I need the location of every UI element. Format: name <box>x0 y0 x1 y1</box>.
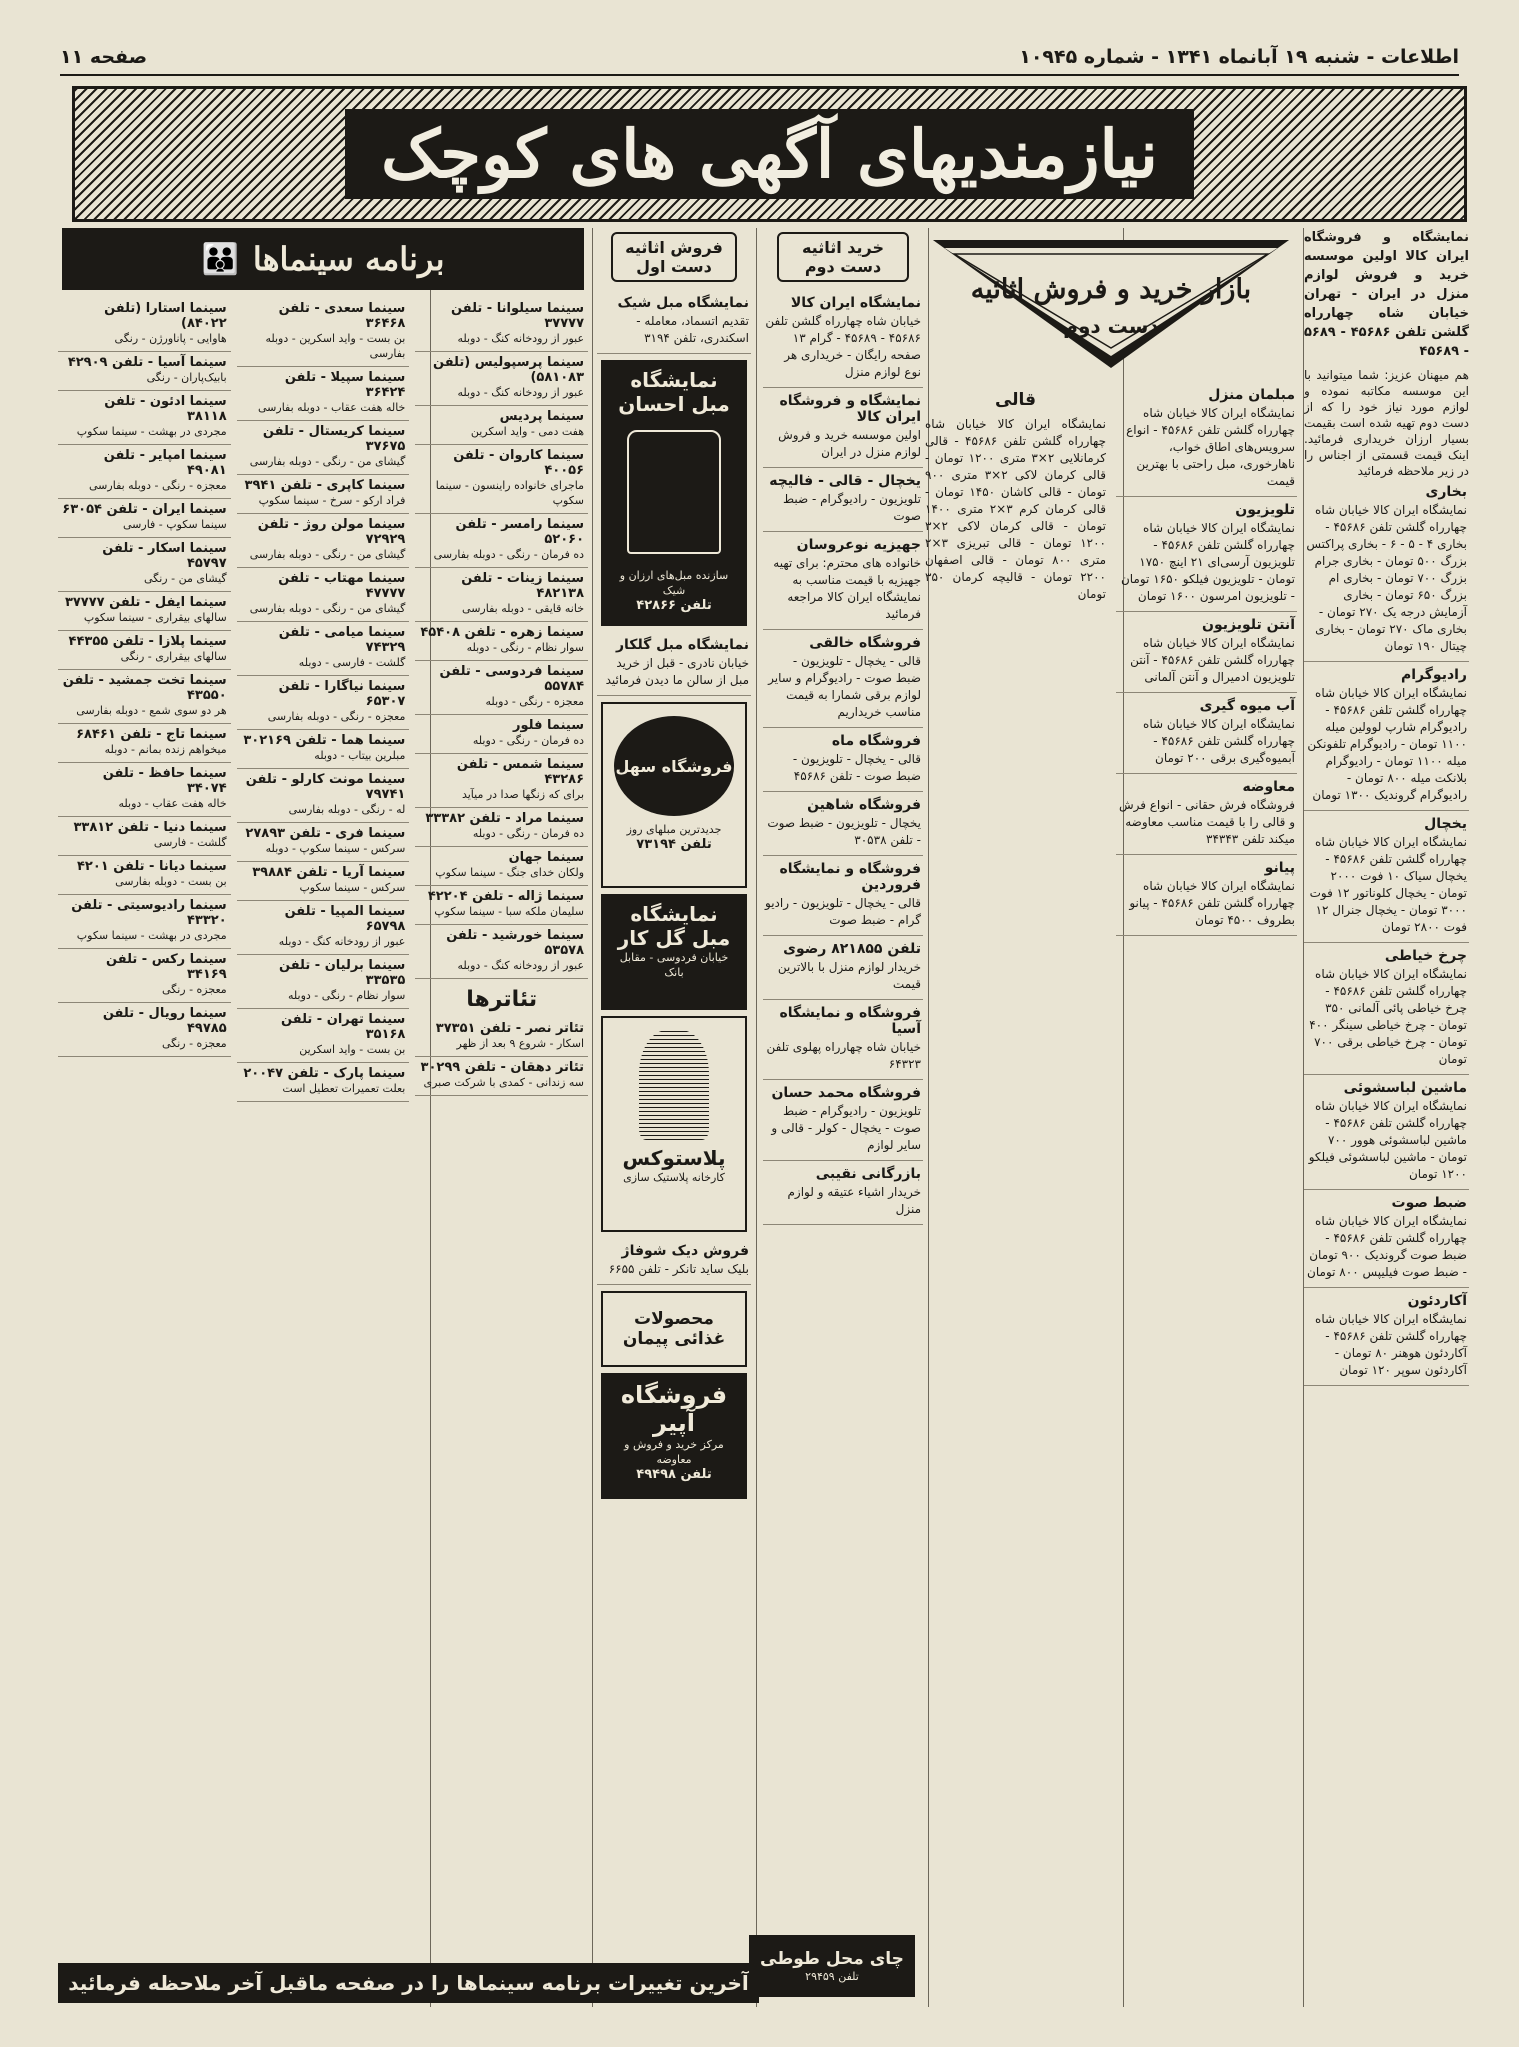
ad-title: فروشگاه آپیر <box>620 1381 728 1437</box>
cinema-listing <box>58 298 231 352</box>
classified-item-body: نمایشگاه ایران کالا خیابان شاه چهارراه گلشن تلفن ۴۵۶۸۶ - ضبط صوت گروندیک ۹۰۰ تومان - ضبط صوت فیلیپس ۸۰۰ تومان <box>1307 1214 1467 1279</box>
classified-item <box>1304 1190 1469 1288</box>
cinema-listing <box>415 298 588 352</box>
cinema-listing-title: سینما تهران - تلفن ۳۵۱۶۸ <box>281 1012 406 1042</box>
cinema-listing-title: سینما زهره - تلفن ۴۵۴۰۸ <box>420 625 585 640</box>
classified-item-body: نمایشگاه ایران کالا خیابان شاه چهارراه گلشن تلفن ۴۵۶۸۶ - ماشین لباسشوئی هوور ۷۰۰ تومان - ماشین لباسشوئی فیلکو ۱۲۰۰ تومان <box>1308 1099 1467 1181</box>
cinema-listing <box>237 1063 410 1102</box>
classified-item <box>763 388 923 468</box>
cinema-listing <box>58 817 231 856</box>
cinema-listing <box>58 592 231 631</box>
cinema-listing-title: سینما رادیوسیتی - تلفن ۴۳۳۲۰ <box>71 898 227 928</box>
cinema-listing <box>58 352 231 391</box>
cinema-listing-body: هر دو سوی شمع - دوبله بفارسی <box>76 704 227 717</box>
cinema-listing-body: عبور از رودخانه کنگ - دوبله <box>457 386 585 399</box>
classified-item-title: نمایشگاه و فروشگاه ایران کالا <box>779 393 921 425</box>
cinema-listing-title: سینما نیاگارا - تلفن ۶۵۳۰۷ <box>278 679 406 709</box>
classified-item <box>763 1161 923 1225</box>
classified-item-title: فروشگاه و نمایشگاه فروردین <box>779 861 921 893</box>
classifieds-banner <box>72 86 1467 222</box>
classified-item-title: رادیوگرام <box>1401 667 1467 683</box>
classified-item-title: جهیزیه نوعروسان <box>796 537 921 553</box>
theatre-listing-title: تئاتر دهقان - تلفن ۳۰۲۹۹ <box>420 1060 585 1075</box>
cinema-listing-body: بن بست - واید اسکرین <box>299 1043 406 1056</box>
cinema-listing-title: سینما فلور <box>513 718 585 733</box>
cinema-listing-title: سینما امپایر - تلفن ۴۹۰۸۱ <box>103 448 227 478</box>
cinema-listing-body: بعلت تعمیرات تعطیل است <box>282 1082 406 1095</box>
cinema-listing <box>415 808 588 847</box>
cinema-listing-title: سینما مراد - تلفن ۳۳۳۸۲ <box>425 811 585 826</box>
cinema-listing-title: سینما برلیان - تلفن ۳۳۵۳۵ <box>279 958 406 988</box>
sell-first-hand-tag: فروش اثاثیه دست اول <box>611 232 737 282</box>
cinema-listing <box>415 661 588 715</box>
classified-item-title: بخاری <box>1425 484 1467 500</box>
classified-item <box>763 936 923 1000</box>
ad-title: فروش دیک شوفاژ <box>621 1243 749 1259</box>
cinema-listing-body: سوار نظام - رنگی - دوبله <box>287 989 406 1002</box>
ad-body: خیابان فردوسی - مقابل بانک <box>619 951 729 979</box>
cinema-listing-body: خاله هفت عقاب - دوبله بفارسی <box>258 401 406 414</box>
family-silhouette-icon: 👪 <box>201 241 239 277</box>
cinema-listing <box>58 724 231 763</box>
classified-item-body: نمایشگاه ایران کالا خیابان شاه چهارراه گلشن تلفن ۴۵۶۸۶ - آکاردئون هوهنر ۸۰ تومان - آکاردئون سوپر ۱۲۰ تومان <box>1315 1312 1467 1377</box>
cinema-listing-title: سینما دنیا - تلفن ۳۳۸۱۲ <box>73 820 227 835</box>
cinema-listing <box>415 715 588 754</box>
cinema-listing-body: عبور از رودخانه کنگ - دوبله <box>457 332 585 345</box>
cinema-listing-body: گیشای من - رنگی - دوبله بفارسی <box>249 455 406 468</box>
classified-item <box>763 532 923 630</box>
cinema-listing-body: هفت دمی - واید اسکرین <box>470 425 585 438</box>
classified-item-title: معاوضه <box>1242 779 1295 795</box>
ad-peyman <box>601 1291 747 1367</box>
cinema-listing-title: سینما دیانا - تلفن ۴۲۰۱ <box>76 859 227 874</box>
armchair-image <box>627 430 721 554</box>
cinema-listing <box>58 445 231 499</box>
classified-item <box>1116 774 1297 855</box>
cinema-listing-title: سینما رویال - تلفن ۴۹۷۸۵ <box>102 1006 227 1036</box>
cinema-listing-title: سینما کاپری - تلفن ۳۹۴۱ <box>244 478 406 493</box>
classified-item-body: خریدار لوازم منزل با بالاترین قیمت <box>777 960 921 991</box>
cinema-listing-title: سینما تاج - تلفن ۶۸۴۶۱ <box>76 727 227 742</box>
theatres-heading: تئاترها <box>466 987 538 1012</box>
cinema-listing <box>58 391 231 445</box>
classified-item-title: چرخ خیاطی <box>1384 948 1467 964</box>
cinema-listing <box>415 406 588 445</box>
ad-body: تقدیم اتسماد، معامله - اسکندری، تلفن ۳۱۹۴ <box>636 314 749 345</box>
cinema-listing <box>58 949 231 1003</box>
ad-shofaj <box>597 1238 751 1285</box>
col1-intro: نمایشگاه و فروشگاه ایران کالا اولین موسسه خرید و فروش لوازم منزل در ایران - تهران خیابان شاه چهارراه گلشن تلفن ۴۵۶۸۶ - ۵۶۸۹ - ۴۵۶۸۹ <box>1304 230 1469 359</box>
classified-item-body: نمایشگاه ایران کالا خیابان شاه چهارراه گلشن تلفن ۴۵۶۸۶ - یخچال سیاک ۱۰ فوت ۲۰۰۰ تومان - یخچال کلوناتور ۱۲ فوت ۳۰۰۰ تومان - یخچال جنرال ۱۲ فوت ۲۸۰۰ تومان <box>1309 835 1467 934</box>
ad-phone: تلفن ۷۳۱۹۴ <box>636 837 712 852</box>
column-2 <box>925 228 1297 2007</box>
cinema-listing-title: سینما حافظ - تلفن ۳۴۰۷۴ <box>102 766 227 796</box>
cinema-listing-body: معجزه - رنگی - دوبله <box>485 695 585 708</box>
cinema-listing-title: سینما ایران - تلفن ۶۳۰۵۴ <box>62 502 227 517</box>
cinema-listing-title: سینما پرسپولیس (تلفن ۵۸۱۰۸۳) <box>433 355 585 385</box>
classified-item-body: نمایشگاه ایران کالا خیابان شاه چهارراه گلشن تلفن ۴۵۶۸۶ - رادیوگرام شارپ لوولین میله ۱۱۰۰ تومان - رادیوگرام تلفونکن میله ۱۱۰۰ تومان - رادیوگرام بلانکت میله ۸۰۰ تومان - رادیوگرام گروندیک ۱۳۰۰ تومان <box>1307 686 1467 802</box>
cinema-listing-title: سینما فری - تلفن ۲۷۸۹۳ <box>245 826 406 841</box>
classified-item-title: فروشگاه شاهین <box>807 797 921 813</box>
ad-phone: تلفن ۴۹۴۹۸ <box>636 1467 712 1482</box>
cinema-listing-body: سرکس - سینما سکوپ - دوبله <box>265 842 406 855</box>
ad-body: سازنده مبل‌های ارزان و شیک <box>619 569 729 597</box>
classified-item <box>1116 382 1297 497</box>
cinema-listing-body: ماجرای خانواده راینسون - سینما سکوپ <box>435 479 585 507</box>
classified-item-title: آکاردئون <box>1407 1293 1467 1309</box>
cinema-listing <box>415 352 588 406</box>
cinema-listing-title: سینما آریا - تلفن ۳۹۸۸۴ <box>252 865 406 880</box>
cinema-listing-body: معجزه - رنگی - دوبله بفارسی <box>89 479 227 492</box>
cinema-listing-body: گیشای من - رنگی <box>144 572 227 585</box>
classified-item-body: نمایشگاه ایران کالا خیابان شاه چهارراه گلشن تلفن ۴۵۶۸۶ - بخاری ۴ - ۵ - ۶ - بخاری پراکتس بزرگ ۵۰۰ تومان - بخاری جرام بزرگ ۷۰۰ تومان - بخاری ام بزرگ ۶۵۰ تومان - بخاری آزمایش درجه یک ۲۷۰ تومان - بخاری ماک ۲۷۰ تومان - بخاری چیتال ۱۹۰ تومان <box>1306 503 1467 653</box>
cinema-listing-title: سینما کریستال - تلفن ۳۷۶۷۵ <box>262 424 406 454</box>
classified-item-title: یخچال - قالی - فالیچه <box>769 473 921 489</box>
cinema-listing <box>415 514 588 568</box>
ad-title: چای محل طوطی <box>760 1948 904 1969</box>
cinema-listing <box>58 499 231 538</box>
cinema-listing-body: سینما سکوپ - فارسی <box>123 518 227 531</box>
cinema-listing <box>58 895 231 949</box>
classified-item-title: فروشگاه خالقی <box>809 635 921 651</box>
col1-intro2: هم میهنان عزیز: شما میتوانید با این موسسه مکاتبه نموده و لوازم مورد نیاز خود را که از دست دوم تهیه شده است بقیمت بسیار ارزان خریداری فرمائید. اینک قیمت قسمتی از اجناس را در زیر ملاحظه فرمائید <box>1304 368 1469 478</box>
classified-item <box>763 792 923 856</box>
classified-item-body: اولین موسسه خرید و فروش لوازم منزل در ایران <box>778 428 921 459</box>
cinema-listing-body: سلیمان ملکه سبا - سینما سکوپ <box>434 905 585 918</box>
cinema-listing-title: سینما المپیا - تلفن ۶۵۷۹۸ <box>284 904 406 934</box>
ad-title: پلاستوکس <box>622 1146 726 1170</box>
cinema-listing-body: ده فرمان - رنگی - دوبله بفارسی <box>433 548 585 561</box>
cinema-listing-title: سینما ژاله - تلفن ۴۲۲۰۴ <box>427 889 585 904</box>
cinema-listing-title: سینما استارا (تلفن ۸۴۰۲۲) <box>104 301 227 331</box>
theatre-listing-body: اسکار - شروع ۹ بعد از ظهر <box>456 1037 585 1050</box>
classified-item-body: نمایشگاه ایران کالا خیابان شاه چهارراه گلشن تلفن ۴۵۶۸۶ - آنتن تلویزیون ادمیرال و آنتن آلمانی <box>1130 636 1295 684</box>
classified-item <box>1304 662 1469 811</box>
cinema-listing-body: مبلرین بیتاب - دوبله <box>314 749 406 762</box>
cinema-listing <box>415 925 588 979</box>
ad-body: جدیدترین مبلهای روز <box>626 823 722 836</box>
ad-phone: تلفن ۲۹۴۵۹ <box>805 1969 859 1983</box>
cinema-listing <box>58 1003 231 1057</box>
cinema-listing-body: ده فرمان - رنگی - دوبله <box>472 827 585 840</box>
classified-item <box>763 630 923 728</box>
classified-item-body: یخچال - تلویزیون - ضبط صوت - تلفن ۳۰۵۳۸ <box>767 816 921 847</box>
classified-item-title: فروشگاه محمد حسان <box>771 1085 921 1101</box>
cinema-listing <box>415 445 588 514</box>
cinema-listing-title: سینما ایفل - تلفن ۳۷۷۷۷ <box>64 595 227 610</box>
cinema-listing <box>237 862 410 901</box>
classified-item-title: پیانو <box>1264 860 1295 876</box>
classified-item-body: قالی - یخچال - تلویزیون - رادیو گرام - ضبط صوت <box>765 896 921 927</box>
classified-item-body: نمایشگاه ایران کالا خیابان شاه چهارراه گلشن تلفن ۴۵۶۸۶ - چرخ خیاطی پائی آلمانی ۳۵۰ تومان - چرخ خیاطی سینگر ۴۰۰ تومان - چرخ خیاطی برقی ۷۰۰ تومان <box>1309 967 1467 1066</box>
cinema-listing-title: سینما شمس - تلفن ۴۳۲۸۶ <box>456 757 585 787</box>
cinema-listing-body: بن بست - دوبله بفارسی <box>115 875 227 888</box>
classified-item <box>1304 479 1469 662</box>
cinema-listing-title: سینما زینات - تلفن ۴۸۲۱۳۸ <box>461 571 585 601</box>
cinema-listing-body: سالهای بیقراری - رنگی <box>120 650 227 663</box>
classified-item-title: فروشگاه و نمایشگاه آسیا <box>779 1005 921 1037</box>
cinema-listing-title: سینما پارک - تلفن ۲۰۰۴۷ <box>243 1066 406 1081</box>
classified-item-body: خانواده های محترم: برای تهیه جهیزیه با قیمت مناسب به نمایشگاه ایران کالا مراجعه فرمائید <box>773 556 921 621</box>
classified-item-title: فروشگاه ماه <box>831 733 921 749</box>
cinema-listing <box>58 670 231 724</box>
column-3 <box>763 228 923 2007</box>
ad-mobl-ehsan <box>601 360 747 626</box>
theatre-listing <box>415 1018 588 1057</box>
classified-item-body: خیابان شاه چهارراه گلشن تلفن ۴۵۶۸۶ - ۴۵۶۸۹ - گرام ۱۳ صفحه رایگان - خریداری هر نوع لوازم منزل <box>765 314 921 379</box>
classified-item <box>1116 693 1297 774</box>
cinema-listing-body: عبور از رودخانه کنگ - دوبله <box>457 959 585 972</box>
cinema-listing-title: سینما هما - تلفن ۳۰۲۱۶۹ <box>243 733 406 748</box>
ad-chai-tooti <box>749 1935 915 1997</box>
cinema-listing-title: سینما میامی - تلفن ۷۴۳۲۹ <box>278 625 406 655</box>
theatre-listing-body: سه زندانی - کمدی با شرکت صبری <box>423 1076 585 1089</box>
classified-item-title: ماشین لباسشوئی <box>1343 1080 1467 1096</box>
classified-item <box>763 468 923 532</box>
cinema-listing-title: سینما جهان <box>508 850 585 865</box>
classified-item-title: آب میوه گیری <box>1199 698 1295 714</box>
ad-title: محصولات غذائی پیمان <box>622 1309 726 1349</box>
theatre-listing-title: تئاتر نصر - تلفن ۳۷۳۵۱ <box>435 1021 585 1036</box>
classified-item-body: خریدار اشیاء عتیقه و لوازم منزل <box>787 1185 921 1216</box>
cinema-listing-body: له - رنگی - دوبله بفارسی <box>288 803 406 816</box>
classified-item <box>1116 612 1297 693</box>
cinema-listing <box>415 754 588 808</box>
woman-portrait <box>639 1030 709 1140</box>
classified-item-title: مبلمان منزل <box>1208 387 1295 403</box>
classified-item <box>763 856 923 936</box>
sale-banner-line1: بازار خرید و فروش اثاثیه <box>970 274 1252 305</box>
ad-apir <box>601 1373 747 1499</box>
cinema-listing <box>415 568 588 622</box>
ad-body: کارخانه پلاستیک سازی <box>623 1171 725 1184</box>
cinema-listing-body: مجردی در بهشت - سینما سکوپ <box>76 929 227 942</box>
cinema-listing-title: سینما سیلوانا - تلفن ۳۷۷۷۷ <box>451 301 585 331</box>
cinema-listing-body: عبور از رودخانه کنگ - دوبله <box>278 935 406 948</box>
classified-item <box>1304 811 1469 943</box>
cinema-program-title <box>62 228 584 290</box>
cinema-title-text: برنامه سینماها <box>252 240 445 278</box>
cinema-listing <box>237 298 410 367</box>
cinema-listing-title: سینما ادئون - تلفن ۳۸۱۱۸ <box>104 394 227 424</box>
ad-plastox <box>601 1016 747 1232</box>
ad-title: نمایشگاه مبل شیک <box>617 295 749 311</box>
theatre-listing <box>415 1057 588 1096</box>
cinema-listing-title: سینما خورشید - تلفن ۵۳۵۷۸ <box>446 928 585 958</box>
cinema-listing <box>58 856 231 895</box>
cinema-listing <box>237 769 410 823</box>
ad-title: نمایشگاه مبل گل کار <box>617 902 731 950</box>
cinema-listing-title: سینما اسکار - تلفن ۴۵۷۹۷ <box>102 541 227 571</box>
ad-body: بلیک ساید تانکر - تلفن ۶۶۵۵ <box>608 1262 749 1276</box>
column-1 <box>1304 228 1469 2007</box>
cinema-listing-title: سینما رامسر - تلفن ۵۲۰۶۰ <box>455 517 585 547</box>
sale-banner-line2: دست دوم <box>1063 314 1159 338</box>
classified-item-body: قالی - یخچال - تلویزیون - ضبط صوت - رادیوگرام و سایر لوازم برقی شمارا به قیمت مناسب خریداریم <box>768 654 921 719</box>
ad-title: فروشگاه سهل <box>615 756 733 776</box>
classified-item-body: تلویزیون - رادیوگرام - ضبط صوت <box>782 492 921 523</box>
cinema-listing-body: معجزه - رنگی <box>161 983 227 996</box>
classified-item <box>763 728 923 792</box>
classified-item <box>763 290 923 388</box>
buy-second-hand-tag: خرید اثاثیه دست دوم <box>777 232 909 282</box>
classified-item-title: تلفن ۸۲۱۸۵۵ رضوی <box>783 941 921 957</box>
cinema-listing-body: هاوایی - پاناورژن - رنگی <box>114 332 227 345</box>
cinema-listing <box>237 514 410 568</box>
classified-item-body: نمایشگاه ایران کالا خیابان شاه چهارراه گلشن تلفن ۴۵۶۸۶ - انواع سرویس‌های اطاق خواب، ناهارخوری، مبل راحتی با بهترین قیمت <box>1126 406 1295 488</box>
cinema-listing-title: سینما فردوسی - تلفن ۵۵۷۸۴ <box>439 664 585 694</box>
column-4 <box>597 228 751 2007</box>
cinema-listing-body: معجزه - رنگی <box>161 1037 227 1050</box>
cinema-footer-banner: آخرین تغییرات برنامه سینماها را در صفحه ماقبل آخر ملاحظه فرمائید <box>58 1963 759 2003</box>
classified-item-body: تلویزیون - رادیوگرام - ضبط صوت - یخچال - کولر - قالی و سایر لوازم <box>771 1104 921 1152</box>
cinema-listing-title: سینما پلازا - تلفن ۴۴۳۵۵ <box>68 634 227 649</box>
cinema-listing-body: گلشت - فارسی <box>153 836 227 849</box>
ad-mobl-shik <box>597 290 751 354</box>
cinema-listing <box>237 955 410 1009</box>
banner-title: نیازمندیهای آگهی های کوچک <box>345 109 1194 199</box>
second-hand-furniture-banner <box>931 232 1291 372</box>
classified-item-title: آنتن تلویزیون <box>1202 617 1295 633</box>
cinema-listing-body: ولکان خدای جنگ - سینما سکوپ <box>435 866 585 879</box>
cinema-listing-title: سینما سپیلا - تلفن ۳۶۴۲۴ <box>284 370 406 400</box>
cinema-listing-title: سینما پردیس <box>499 409 585 424</box>
ad-phone: تلفن ۴۲۸۶۶ <box>636 598 712 613</box>
cinema-listing-title: سینما آسیا - تلفن ۴۲۹۰۹ <box>67 355 227 370</box>
cinema-listing-title: سینما تخت جمشید - تلفن ۴۳۵۵۰ <box>62 673 227 703</box>
ad-golkar <box>601 894 747 1010</box>
cinema-listing <box>58 538 231 592</box>
cinema-listing <box>415 886 588 925</box>
classified-item-title: نمایشگاه ایران کالا <box>790 295 921 311</box>
sahl-logo <box>614 716 734 816</box>
classified-item-title: تلویزیون <box>1235 502 1295 518</box>
classified-item-title: یخچال <box>1424 816 1467 832</box>
cinema-listing-body: سالهای بیقراری - سینما سکوپ <box>83 611 227 624</box>
cinema-listing-title: سینما کاروان - تلفن ۴۰۰۵۶ <box>453 448 585 478</box>
ad-body: مرکز خرید و فروش و معاوضه <box>624 1438 724 1466</box>
classified-item-body: نمایشگاه ایران کالا خیابان شاه چهارراه گلشن تلفن ۴۵۶۸۶ - پیانو بطروف ۴۵۰۰ تومان <box>1129 879 1295 927</box>
classified-item <box>1304 1075 1469 1190</box>
cinema-listing <box>415 847 588 886</box>
cinema-listing-body: بابیک‌پاران - رنگی <box>146 371 227 384</box>
cinema-listing-title: سینما مهتاب - تلفن ۴۷۷۷۷ <box>278 571 406 601</box>
ad-body: خیابان نادری - قبل از خرید مبل از سالن ما دیدن فرمائید <box>605 656 749 687</box>
cinema-listing-body: فراد ارکو - سرخ - سینما سکوپ <box>258 494 406 507</box>
cinema-listing-body: میخواهم زنده بمانم - دوبله <box>104 743 227 756</box>
cinema-listing <box>237 730 410 769</box>
classified-item-body: نمایشگاه ایران کالا خیابان شاه چهارراه گلشن تلفن ۴۵۶۸۶ - آبمیوه‌گیری برقی ۲۰۰ تومان <box>1143 717 1295 765</box>
classified-item-title: بازرگانی نقیبی <box>815 1166 921 1182</box>
cinema-listing <box>415 622 588 661</box>
cinema-listing <box>237 568 410 622</box>
cinema-listing <box>237 823 410 862</box>
cinema-listing <box>237 475 410 514</box>
cinema-listing <box>237 676 410 730</box>
cinema-listing-body: سرکس - سینما سکوپ <box>299 881 406 894</box>
cinema-listing-body: برای که زنگها صدا در میآید <box>461 788 585 801</box>
carpet-heading: قالی <box>994 390 1037 410</box>
cinema-listing-body: سوار نظام - رنگی - دوبله <box>466 641 585 654</box>
cinema-listing-body: گلشت - فارسی - دوبله <box>298 656 406 669</box>
cinema-listing-body: خاله هفت عقاب - دوبله <box>118 797 227 810</box>
classified-item-body: قالی - یخچال - تلویزیون - ضبط صوت - تلفن ۴۵۶۸۶ <box>792 752 921 783</box>
carpet-body: نمایشگاه ایران کالا خیابان شاه چهارراه گلشن تلفن ۴۵۶۸۶ - قالی کرمانلایی ۲×۳ متری ۱۲۰۰ تومان - قالی کرمان لاکی ۲×۳ متری ۹۰۰ تومان - قالی کاشان ۱۴۵۰ تومان - قالی کرمان کرم ۳×۲ متری ۱۴۰۰ تومان - قالی کرمان لاکی ۲×۳ ۱۲۰۰ تومان - قالی تبریزی ۳×۲ متری ۸۰۰ تومان - قالی اصفهان ۲۲۰۰ تومان - قالیچه کرمان ۳۵۰ تومان <box>925 417 1106 601</box>
cinema-listing <box>237 901 410 955</box>
cinema-listing-title: سینما مونت کارلو - تلفن ۷۹۷۴۱ <box>245 772 406 802</box>
classified-item <box>1116 855 1297 936</box>
classified-item <box>763 1000 923 1080</box>
cinema-listing-body: معجزه - رنگی - دوبله بفارسی <box>267 710 406 723</box>
masthead <box>60 40 1459 76</box>
cinema-listing-body: ده فرمان - رنگی - دوبله <box>472 734 585 747</box>
cinema-listing <box>237 622 410 676</box>
ad-sahl <box>601 702 747 888</box>
cinema-listing <box>237 421 410 475</box>
cinema-listing-title: سینما مولن روژ - تلفن ۷۲۹۲۹ <box>257 517 406 547</box>
classified-item-body: نمایشگاه ایران کالا خیابان شاه چهارراه گلشن تلفن ۴۵۶۸۶ - تلویزیون آرسی‌ای ۲۱ اینچ ۱۷۵۰ تومان - تلویزیون فیلکو ۱۶۵۰ تومان - تلویزیون امرسون ۱۶۰۰ تومان <box>1120 521 1295 603</box>
cinema-listing <box>58 763 231 817</box>
cinema-listing <box>237 367 410 421</box>
cinema-listing-body: مجردی در بهشت - سینما سکوپ <box>76 425 227 438</box>
classified-item <box>1304 943 1469 1075</box>
ad-title: نمایشگاه مبل احسان <box>618 368 730 416</box>
cinema-listing-title: سینما رکس - تلفن ۳۴۱۶۹ <box>106 952 227 982</box>
classified-item <box>763 1080 923 1161</box>
masthead-issue: اطلاعات - شنبه ۱۹ آبانماه ۱۳۴۱ - شماره ۱۰۹۴۵ <box>1019 46 1459 68</box>
classified-item-body: خیابان شاه چهارراه پهلوی تلفن ۶۴۳۲۳ <box>766 1040 921 1071</box>
ad-mobl-golkar <box>597 632 751 696</box>
classified-item <box>1304 1288 1469 1386</box>
classified-item-title: ضبط صوت <box>1391 1195 1467 1211</box>
cinema-section <box>58 228 588 2007</box>
masthead-page-number: صفحه ۱۱ <box>60 46 148 68</box>
cinema-listing-title: سینما سعدی - تلفن ۳۶۴۶۸ <box>278 301 406 331</box>
classified-item-body: فروشگاه فرش حقانی - انواع فرش و قالی را با قیمت مناسب معاوضه میکند تلفن ۳۴۳۴۳ <box>1118 798 1295 846</box>
cinema-listing-body: گیشای من - رنگی - دوبله بفارسی <box>249 602 406 615</box>
ad-title: نمایشگاه مبل گلکار <box>615 637 749 653</box>
cinema-listing-body: گیشای من - رنگی - دوبله بفارسی <box>249 548 406 561</box>
cinema-listing-body: بن بست - واید اسکرین - دوبله بفارسی <box>265 332 406 360</box>
classified-item <box>1116 497 1297 612</box>
cinema-listing-body: خانه قایقی - دوبله بفارسی <box>462 602 585 615</box>
cinema-listing <box>237 1009 410 1063</box>
cinema-listing <box>58 631 231 670</box>
